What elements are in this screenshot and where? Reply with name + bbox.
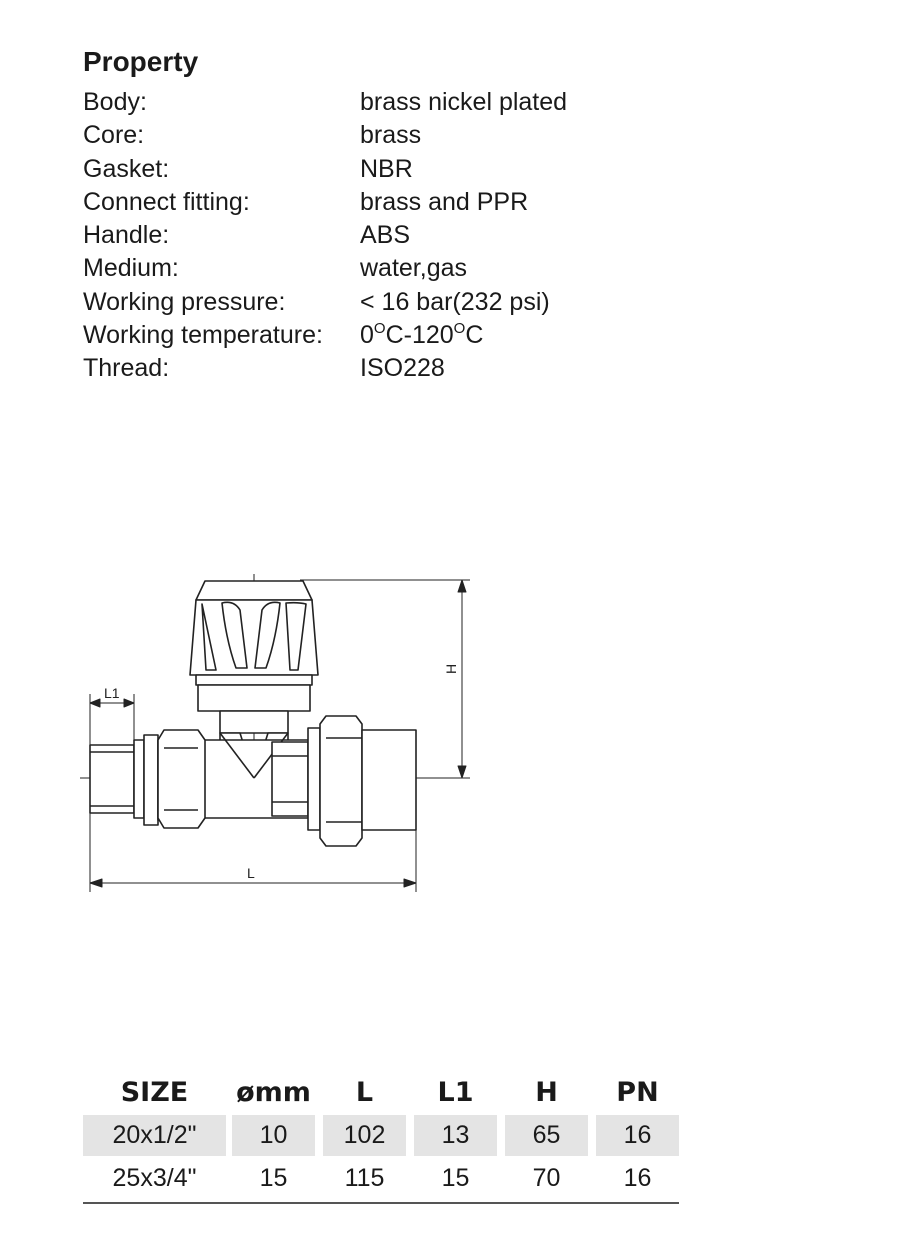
- property-value: ISO228: [360, 354, 445, 383]
- header-diameter: ømm: [236, 1076, 311, 1108]
- property-row: [83, 153, 723, 186]
- property-row: [83, 119, 723, 152]
- valve-technical-drawing: [0, 560, 900, 910]
- table-bottom-rule: [83, 1202, 679, 1204]
- cell-h: 65: [505, 1115, 588, 1156]
- temp-min: 0: [360, 321, 374, 350]
- property-value: brass and PPR: [360, 187, 529, 216]
- cell-l1: 13: [414, 1115, 497, 1156]
- header-pn: PN: [616, 1076, 659, 1108]
- property-value: water,gas: [360, 254, 468, 283]
- property-label: Handle:: [83, 221, 170, 250]
- property-label: Working pressure:: [83, 287, 286, 316]
- property-value: NBR: [360, 154, 413, 183]
- header-l1: L1: [437, 1076, 474, 1108]
- dimension-l-label: L: [247, 865, 255, 881]
- header-h: H: [535, 1076, 558, 1108]
- left-thread-connector: [90, 735, 164, 825]
- degree-symbol: O: [453, 320, 466, 338]
- cell-diameter: 15: [259, 1164, 288, 1192]
- property-row: [83, 219, 723, 252]
- property-label: Core:: [83, 121, 145, 150]
- temp-range: C-120: [385, 321, 454, 350]
- spec-table-header: [83, 1070, 681, 1114]
- temp-unit: C: [465, 321, 484, 350]
- cell-l: 115: [344, 1164, 385, 1192]
- property-value-temperature: [360, 319, 483, 352]
- right-inner-nut: [272, 728, 320, 830]
- degree-symbol: O: [373, 320, 386, 338]
- left-hex-nut: [158, 730, 205, 828]
- cell-diameter: 10: [232, 1115, 315, 1156]
- property-value: brass nickel plated: [360, 88, 568, 116]
- property-title: Property: [83, 46, 199, 77]
- property-value: < 16 bar(232 psi): [360, 287, 550, 316]
- table-row: [83, 1114, 681, 1157]
- property-row: [83, 319, 723, 352]
- property-label: Gasket:: [83, 154, 170, 183]
- property-row: [83, 186, 723, 219]
- cell-h: 70: [532, 1164, 561, 1192]
- spec-table: [83, 1070, 681, 1204]
- property-label: Working temperature:: [83, 321, 323, 350]
- handle-cap: [190, 581, 318, 711]
- property-row: [83, 352, 723, 385]
- header-l: L: [355, 1076, 374, 1108]
- table-row: [83, 1157, 681, 1200]
- property-row: [83, 286, 723, 319]
- cell-pn: 16: [596, 1115, 679, 1156]
- dimension-l1-label: L1: [104, 685, 120, 701]
- property-label: Medium:: [83, 254, 179, 283]
- cell-size: 20x1/2": [83, 1115, 226, 1156]
- right-union-nut: [320, 716, 416, 846]
- property-row: [83, 252, 723, 285]
- property-section: [83, 44, 723, 386]
- property-value: brass: [360, 121, 422, 150]
- cell-size: 25x3/4": [112, 1164, 197, 1192]
- property-label: Connect fitting:: [83, 187, 250, 216]
- cell-l1: 15: [441, 1164, 470, 1192]
- cell-l: 102: [323, 1115, 406, 1156]
- property-label: Body:: [83, 88, 147, 116]
- property-row: [83, 86, 723, 119]
- cell-pn: 16: [623, 1164, 652, 1192]
- header-size: SIZE: [120, 1076, 189, 1108]
- property-value: ABS: [360, 221, 411, 250]
- dimension-h-label: H: [443, 663, 459, 674]
- property-label: Thread:: [83, 354, 170, 383]
- dimension-l1: [90, 694, 134, 745]
